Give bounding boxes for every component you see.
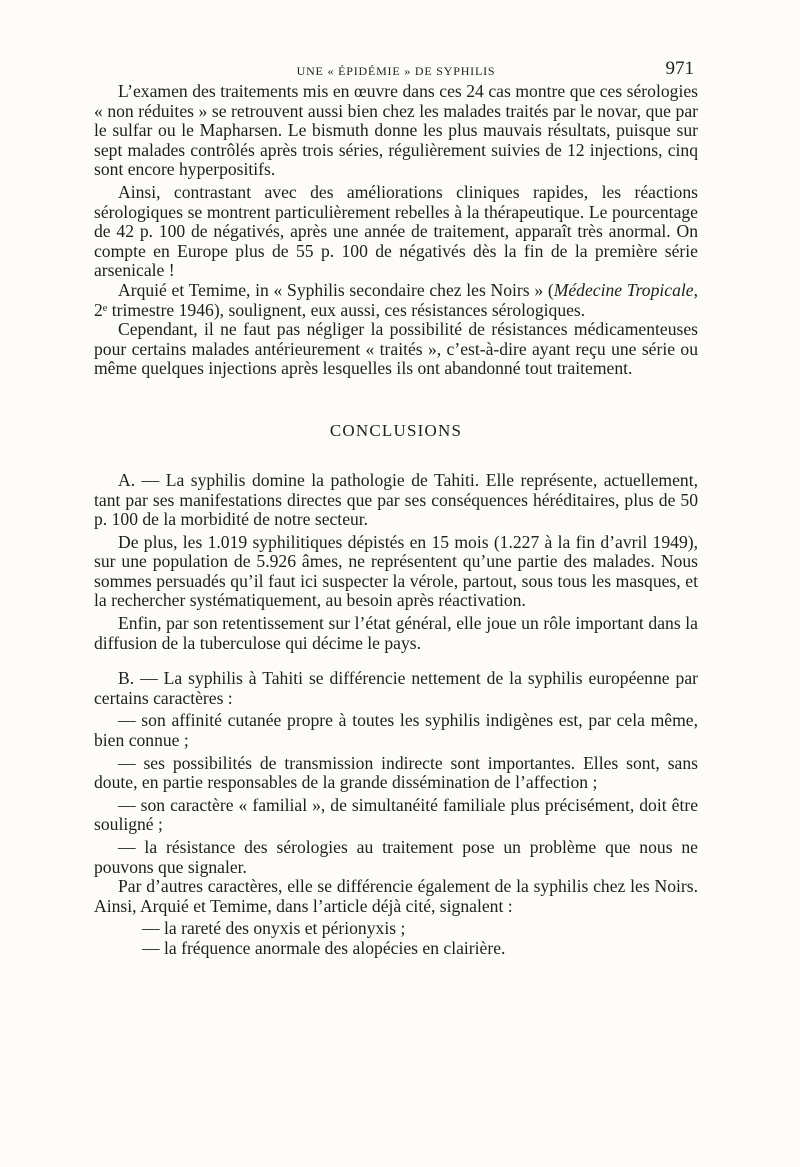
running-title: UNE « ÉPIDÉMIE » DE SYPHILIS (296, 64, 496, 78)
paragraph-arquie-text-2: , 2ᵉ trimestre 1946), soulignent, eux aussi, ces résistances sérologiques. (94, 279, 698, 320)
conclusion-b-other-intro: Par d’autres caractères, elle se différencie également de la syphilis chez les Noirs. Ainsi, Arquié et Temime, dans l’article déjà cité, signalent : (94, 876, 698, 916)
paragraph-treatment-review: L’examen des traitements mis en œuvre dans ces 24 cas montre que ces sérologies « non réduites » se retrouvent aussi bien chez les malades traités par le novar, que par le sulfar ou le Mapharsen. Le bismuth donne les plus mauvais résultats, puisque sur sept malades contrôlés après trois séries, régulièrement suivies de 12 injections, cinq sont encore hyperpositifs. (94, 81, 698, 180)
conclusion-b-intro: B. — La syphilis à Tahiti se différencie nettement de la syphilis européenne par certains caractères : (94, 668, 698, 708)
page-number: 971 (665, 58, 694, 79)
conclusion-a-paragraph-3: Enfin, par son retentissement sur l’état général, elle joue un rôle important dans la diffusion de la tuberculose qui décime le pays. (94, 613, 698, 653)
conclusion-b-item: — la résistance des sérologies au traitement pose un problème que nous ne pouvons que signaler. (94, 837, 698, 877)
paragraph-arquie-text-1: Arquié et Temime, in « Syphilis secondaire chez les Noirs » ( (118, 279, 554, 300)
paragraph-drug-resistance: Cependant, il ne faut pas négliger la possibilité de résistances médicamenteuses pour certains malades antérieurement « traités », c’est-à-dire ayant reçu une série ou même quelques injections après lesquelles ils ont abandonné tout traitement. (94, 319, 698, 379)
conclusion-b-item: — son affinité cutanée propre à toutes les syphilis indigènes est, par cela même, bien connue ; (94, 710, 698, 751)
conclusion-b-item: — son caractère « familial », de simultanéité familiale plus précisément, doit être souligné ; (94, 794, 698, 835)
paragraph-arquie-temime (94, 281, 698, 320)
section-title-conclusions: CONCLUSIONS (329, 420, 463, 440)
conclusion-b-item: — ses possibilités de transmission indirecte sont importantes. Elles sont, sans doute, en partie responsables de la grande dissémination de l’affection ; (94, 752, 698, 793)
journal-title: Médecine Tropicale (553, 279, 694, 300)
page-header (94, 52, 698, 82)
conclusion-a-paragraph-2: De plus, les 1.019 syphilitiques dépistés en 15 mois (1.227 à la fin d’avril 1949), sur une population de 5.926 âmes, ne représentent qu’une partie des malades. Nous sommes persuadés qu’il faut ici suspecter la vérole, partout, sous tous les masques, et la rechercher systématiquement, au besoin après réactivation. (94, 531, 698, 611)
page (94, 52, 698, 959)
conclusion-b-other-item: — la rareté des onyxis et périonyxis ; (142, 918, 406, 939)
paragraph-serology-resistance: Ainsi, contrastant avec des améliorations cliniques rapides, les réactions sérologiques se montrent particulièrement rebelles à la thérapeutique. Le pourcentage de 42 p. 100 de négativés, après une année de traitement, apparaît très anormal. On compte en Europe plus de 55 p. 100 de négativés dès la fin de la première série arsenicale ! (94, 181, 698, 281)
conclusion-b-other-item: — la fréquence anormale des alopécies en clairière. (142, 937, 506, 958)
conclusion-a-paragraph-1: A. — La syphilis domine la pathologie de Tahiti. Elle représente, actuellement, tant par ses manifestations directes que par ses conséquences héréditaires, plus de 50 p. 100 de la morbidité de notre secteur. (94, 469, 698, 530)
